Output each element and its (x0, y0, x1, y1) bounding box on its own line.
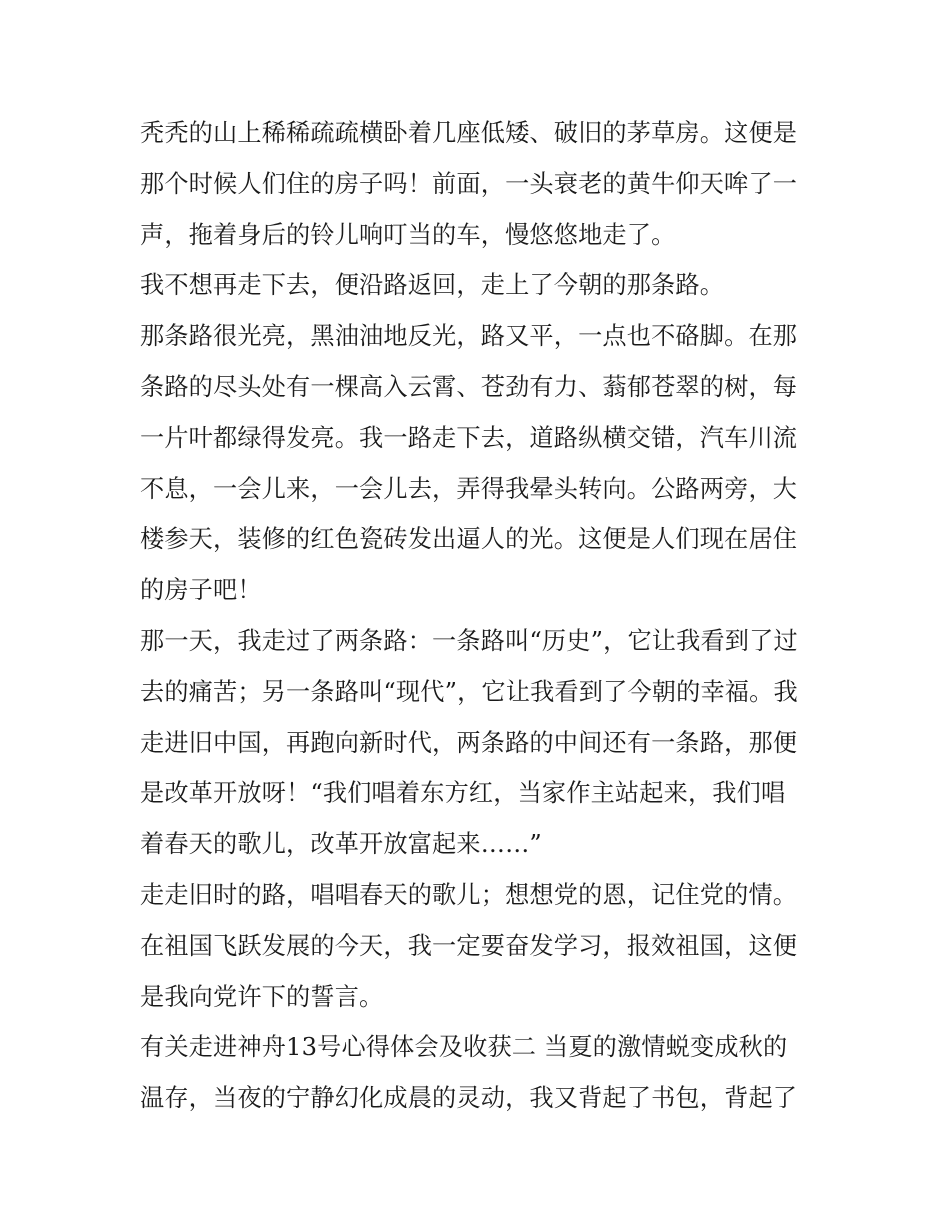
text-line-17: 在祖国飞跃发展的今天，我一定要奋发学习，报效祖国，这便 (140, 931, 798, 960)
text-line-15: 着春天的歌儿，改革开放富起来……” (140, 830, 542, 859)
text-line-11: 那一天，我走过了两条路：一条路叫“历史”，它让我看到了过 (140, 626, 798, 655)
text-line-8: 不息，一会儿来，一会儿去，弄得我晕头转向。公路两旁，大 (140, 474, 798, 503)
text-line-18: 是我向党许下的誓言。 (140, 982, 384, 1011)
text-line-20: 温存，当夜的宁静幻化成晨的灵动，我又背起了书包，背起了 (140, 1084, 798, 1113)
text-line-6: 条路的尽头处有一棵高入云霄、苍劲有力、蓊郁苍翠的树，每 (140, 372, 798, 401)
text-line-9: 楼参天，装修的红色瓷砖发出逼人的光。这便是人们现在居住 (140, 525, 798, 554)
text-line-4: 我不想再走下去，便沿路返回，走上了今朝的那条路。 (140, 271, 725, 300)
text-line-10: 的房子吧！ (140, 576, 262, 605)
text-line-7: 一片叶都绿得发亮。我一路走下去，道路纵横交错，汽车川流 (140, 423, 798, 452)
text-line-16: 走走旧时的路，唱唱春天的歌儿；想想党的恩，记住党的情。 (140, 880, 798, 909)
text-line-1: 秃秃的山上稀稀疏疏横卧着几座低矮、破旧的茅草房。这便是 (140, 119, 798, 147)
document-body (140, 108, 820, 1124)
text-line-5: 那条路很光亮，黑油油地反光，路又平，一点也不硌脚。在那 (140, 322, 798, 351)
text-line-12: 去的痛苦；另一条路叫“现代”，它让我看到了今朝的幸福。我 (140, 677, 798, 706)
text-line-13: 走进旧中国，再跑向新时代，两条路的中间还有一条路，那便 (140, 728, 798, 757)
text-line-3: 声，拖着身后的铃儿响叮当的车，慢悠悠地走了。 (140, 220, 676, 249)
text-line-2: 那个时候人们住的房子吗！前面，一头衰老的黄牛仰天哞了一 (140, 169, 798, 198)
text-line-14: 是改革开放呀！“我们唱着东方红，当家作主站起来，我们唱 (140, 779, 786, 808)
text-line-19: 有关走进神舟13号心得体会及收获二 当夏的激情蜕变成秋的 (140, 1033, 788, 1062)
